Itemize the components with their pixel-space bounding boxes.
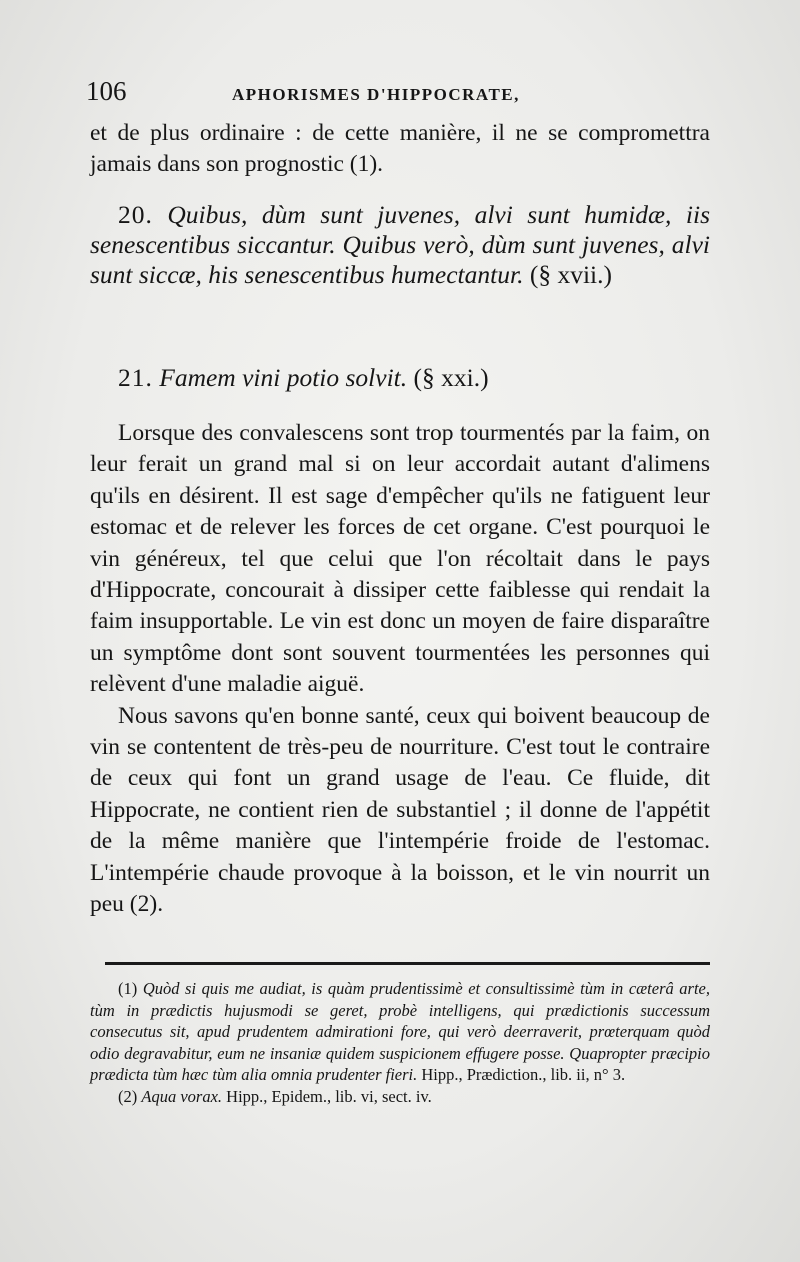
footnote-2 (90, 1086, 710, 1108)
footnote-marker: (1) (118, 979, 138, 998)
commentary-paragraph-1: Lorsque des convalescens sont trop tourmentés par la faim, on leur ferait un grand mal si on leur accordait autant d'alimens qu'ils en désirent. Il est sage d'empêcher qu'ils ne fatiguent leur estomac et de relever les forces de cet organe. C'est pourquoi le vin généreux, tel que celui que l'on récoltait dans le pays d'Hippocrate, concourait à dissiper cette faiblesse qui rendait la faim insupportable. Le vin est donc un moyen de faire disparaître un symptôme dont sont souvent tourmentées les personnes qui relèvent d'une maladie aiguë. (90, 420, 710, 698)
running-title: APHORISMES D'HIPPOCRATE, (232, 85, 520, 104)
aphorism-20 (90, 200, 710, 290)
commentary-paragraph-2: Nous savons qu'en bonne santé, ceux qui boivent beaucoup de vin se contentent de très-peu de nourriture. C'est tout le contraire de ceux qui font un grand usage de l'eau. Ce fluide, dit Hippocrate, ne contient rien de substantiel ; il donne de l'appétit de la même manière que l'intempérie froide de l'estomac. L'intempérie chaude provoque à la boisson, et le vin nourrit un peu (2). (90, 702, 710, 918)
aphorism-number: 20. (118, 200, 153, 229)
page-header (86, 76, 706, 116)
footnotes (90, 978, 710, 1107)
footnote-divider (105, 962, 710, 965)
continuation-text (90, 118, 710, 181)
page-number: 106 (86, 76, 127, 106)
footnote-quote: Quòd si quis me audiat, is quàm prudentissimè et consultissimè tùm in cæterâ arte, tùm in prædictis hujusmodi se geret, probè intelligens, qui prædictionis successum consecutus sit, apud prudentem admirationi fore, qui verò deerraverit, prœterquam quòd odio degravabitur, eum ne insaniæ quidem suspicionem effugere posse. Quapropter præcipio prædicta tùm hæc tùm alia omnia prudenter fieri. (90, 979, 710, 1084)
footnote-source: Hipp., Prædiction., lib. ii, n° 3. (421, 1065, 626, 1084)
footnote-marker: (2) (118, 1086, 138, 1106)
footnote-source: Hipp., Epidem., lib. vi, sect. iv. (226, 1086, 432, 1106)
footnote-1 (90, 978, 710, 1086)
section-reference: (§ xvii.) (529, 260, 612, 289)
footnote-quote: Aqua vorax. (141, 1086, 223, 1106)
aphorism-latin: Quibus, dùm sunt juvenes, alvi sunt humidæ, iis senescentibus siccantur. Quibus verò, dùm sunt juvenes, alvi sunt siccæ, his senescentibus humectantur. (90, 200, 710, 289)
aphorism-21 (90, 363, 710, 393)
continuation-paragraph: et de plus ordinaire : de cette manière, il ne se compromettra jamais dans son prognostic (1). (90, 120, 710, 178)
commentary (90, 418, 710, 921)
section-reference: (§ xxi.) (413, 363, 489, 392)
aphorism-number: 21. (118, 363, 153, 392)
aphorism-latin: Famem vini potio solvit. (159, 363, 408, 392)
